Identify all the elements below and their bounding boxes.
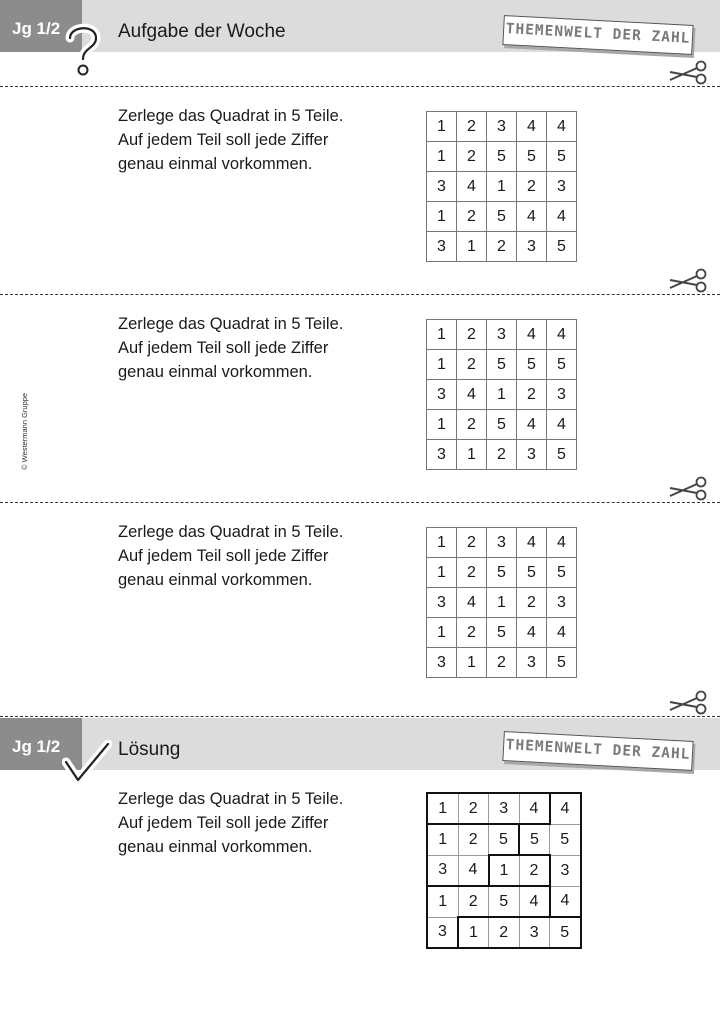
- grid-cell: 5: [487, 558, 517, 588]
- grid-cell: 3: [427, 855, 458, 886]
- grid-cell: 4: [517, 528, 547, 558]
- grid-cell: 1: [427, 528, 457, 558]
- task-line: genau einmal vorkommen.: [118, 155, 313, 173]
- grid-row: [427, 824, 581, 855]
- brand-label: THEMENWELT DER ZAHL: [502, 15, 693, 55]
- grid-cell: 2: [517, 172, 547, 202]
- grid-cell: 1: [457, 440, 487, 470]
- task-line: Auf jedem Teil soll jede Ziffer: [118, 339, 329, 357]
- grid-cell: 1: [427, 824, 458, 855]
- task-line: genau einmal vorkommen.: [118, 571, 313, 589]
- grid-cell: 2: [458, 886, 489, 917]
- header-task: [0, 0, 720, 52]
- grid-cell: 1: [487, 172, 517, 202]
- grid-cell: 2: [457, 528, 487, 558]
- grid-cell: 3: [547, 172, 577, 202]
- task-text: [118, 787, 398, 859]
- grid-cell: 3: [517, 440, 547, 470]
- grid-row: [427, 142, 577, 172]
- grid-cell: 5: [517, 558, 547, 588]
- grid-cell: 5: [489, 824, 520, 855]
- question-mark-icon: [62, 22, 104, 78]
- grid-cell: 1: [427, 793, 458, 824]
- grid-cell: 4: [517, 618, 547, 648]
- grid-cell: 5: [547, 558, 577, 588]
- grid-row: [427, 112, 577, 142]
- grid-cell: 5: [487, 202, 517, 232]
- grid-row: [427, 320, 577, 350]
- grid-cell: 5: [547, 142, 577, 172]
- task-line: Auf jedem Teil soll jede Ziffer: [118, 547, 329, 565]
- grid-cell: 5: [517, 350, 547, 380]
- grid-cell: 1: [427, 558, 457, 588]
- scissors-icon: [668, 60, 708, 86]
- grid-cell: 4: [550, 886, 581, 917]
- grid-cell: 4: [547, 202, 577, 232]
- grid-cell: 2: [458, 793, 489, 824]
- grid-cell: 4: [519, 886, 550, 917]
- grid-cell: 5: [487, 618, 517, 648]
- cut-line: [0, 294, 720, 295]
- grid-cell: 4: [547, 528, 577, 558]
- grid-cell: 4: [457, 172, 487, 202]
- cut-line: [0, 86, 720, 87]
- grid-cell: 2: [458, 824, 489, 855]
- task-line: Zerlege das Quadrat in 5 Teile.: [118, 315, 344, 333]
- task-line: Zerlege das Quadrat in 5 Teile.: [118, 790, 344, 808]
- grid-row: [427, 855, 581, 886]
- grid-cell: 3: [489, 793, 520, 824]
- grid-cell: 2: [457, 350, 487, 380]
- grid-cell: 5: [489, 886, 520, 917]
- grid-cell: 1: [427, 202, 457, 232]
- grid-cell: 1: [457, 232, 487, 262]
- grid-cell: 1: [427, 112, 457, 142]
- grid-cell: 3: [427, 172, 457, 202]
- grid-cell: 2: [517, 380, 547, 410]
- grid-cell: 3: [427, 917, 458, 948]
- grid-cell: 3: [487, 320, 517, 350]
- task-text: [118, 520, 398, 592]
- grid-cell: 2: [487, 440, 517, 470]
- grid-cell: 4: [519, 793, 550, 824]
- grid-cell: 3: [487, 112, 517, 142]
- grid-cell: 2: [457, 320, 487, 350]
- grid-cell: 5: [547, 350, 577, 380]
- grid-cell: 1: [427, 618, 457, 648]
- grid-cell: 2: [489, 917, 520, 948]
- grid-cell: 1: [487, 380, 517, 410]
- grid-row: [427, 558, 577, 588]
- grid-row: [427, 618, 577, 648]
- grid-row: [427, 648, 577, 678]
- page-title: Aufgabe der Woche: [118, 21, 286, 42]
- grid-cell: 4: [517, 112, 547, 142]
- grid-cell: 1: [457, 648, 487, 678]
- grid-cell: 2: [457, 112, 487, 142]
- grid-cell: 3: [547, 588, 577, 618]
- number-grid: [426, 527, 577, 678]
- grid-cell: 3: [550, 855, 581, 886]
- grid-cell: 2: [457, 618, 487, 648]
- grid-cell: 4: [457, 380, 487, 410]
- grid-row: [427, 232, 577, 262]
- grid-row: [427, 440, 577, 470]
- grid-cell: 4: [550, 793, 581, 824]
- grid-cell: 4: [517, 410, 547, 440]
- grid-cell: 1: [427, 142, 457, 172]
- grid-cell: 3: [427, 440, 457, 470]
- grade-label: Jg 1/2: [12, 19, 61, 38]
- grid-cell: 4: [458, 855, 489, 886]
- grid-cell: 2: [457, 410, 487, 440]
- task-line: Zerlege das Quadrat in 5 Teile.: [118, 523, 344, 541]
- grid-cell: 3: [517, 232, 547, 262]
- grid-cell: 4: [547, 618, 577, 648]
- grid-cell: 5: [547, 440, 577, 470]
- grid-cell: 2: [457, 142, 487, 172]
- grid-cell: 5: [547, 648, 577, 678]
- grid-cell: 4: [517, 320, 547, 350]
- grid-cell: 5: [547, 232, 577, 262]
- grid-cell: 1: [427, 320, 457, 350]
- grid-row: [427, 172, 577, 202]
- grid-cell: 1: [427, 350, 457, 380]
- copyright: © Westermann Gruppe: [20, 392, 29, 470]
- task-line: Zerlege das Quadrat in 5 Teile.: [118, 107, 344, 125]
- task-line: Auf jedem Teil soll jede Ziffer: [118, 814, 329, 832]
- grid-cell: 1: [489, 855, 520, 886]
- grid-row: [427, 588, 577, 618]
- grid-cell: 5: [487, 142, 517, 172]
- grid-cell: 2: [517, 588, 547, 618]
- checkmark-icon: [62, 740, 112, 786]
- grid-cell: 4: [457, 588, 487, 618]
- grid-cell: 2: [487, 232, 517, 262]
- grid-row: [427, 886, 581, 917]
- brand-label: THEMENWELT DER ZAHL: [502, 731, 693, 771]
- task-line: genau einmal vorkommen.: [118, 363, 313, 381]
- grid-cell: 3: [547, 380, 577, 410]
- grid-cell: 1: [487, 588, 517, 618]
- grid-cell: 4: [517, 202, 547, 232]
- grid-cell: 3: [519, 917, 550, 948]
- grid-cell: 5: [487, 410, 517, 440]
- grid-cell: 5: [550, 917, 581, 948]
- scissors-icon: [668, 268, 708, 294]
- task-text: [118, 104, 398, 176]
- header-solution: [0, 718, 720, 770]
- grid-cell: 3: [427, 232, 457, 262]
- task-line: Auf jedem Teil soll jede Ziffer: [118, 131, 329, 149]
- grid-cell: 4: [547, 320, 577, 350]
- grid-row: [427, 917, 581, 948]
- grid-row: [427, 410, 577, 440]
- grid-cell: 2: [457, 558, 487, 588]
- grid-cell: 5: [519, 824, 550, 855]
- grid-cell: 5: [487, 350, 517, 380]
- grid-cell: 1: [427, 886, 458, 917]
- number-grid: [426, 111, 577, 262]
- grid-cell: 2: [487, 648, 517, 678]
- task-text: [118, 312, 398, 384]
- grid-cell: 3: [517, 648, 547, 678]
- grid-cell: 5: [517, 142, 547, 172]
- cut-line: [0, 716, 720, 717]
- grid-cell: 2: [519, 855, 550, 886]
- scissors-icon: [668, 690, 708, 716]
- task-line: genau einmal vorkommen.: [118, 838, 313, 856]
- grid-cell: 3: [427, 380, 457, 410]
- grid-row: [427, 793, 581, 824]
- grade-label: Jg 1/2: [12, 737, 61, 756]
- cut-line: [0, 502, 720, 503]
- grid-cell: 2: [457, 202, 487, 232]
- grid-cell: 3: [427, 648, 457, 678]
- grid-row: [427, 528, 577, 558]
- solution-grid: [426, 792, 582, 949]
- grid-row: [427, 202, 577, 232]
- page-title: Lösung: [118, 739, 181, 760]
- grid-cell: 3: [427, 588, 457, 618]
- grid-row: [427, 350, 577, 380]
- grid-cell: 4: [547, 112, 577, 142]
- grid-cell: 1: [458, 917, 489, 948]
- scissors-icon: [668, 476, 708, 502]
- grid-row: [427, 380, 577, 410]
- number-grid: [426, 319, 577, 470]
- grid-cell: 5: [550, 824, 581, 855]
- grid-cell: 1: [427, 410, 457, 440]
- grid-cell: 4: [547, 410, 577, 440]
- grid-cell: 3: [487, 528, 517, 558]
